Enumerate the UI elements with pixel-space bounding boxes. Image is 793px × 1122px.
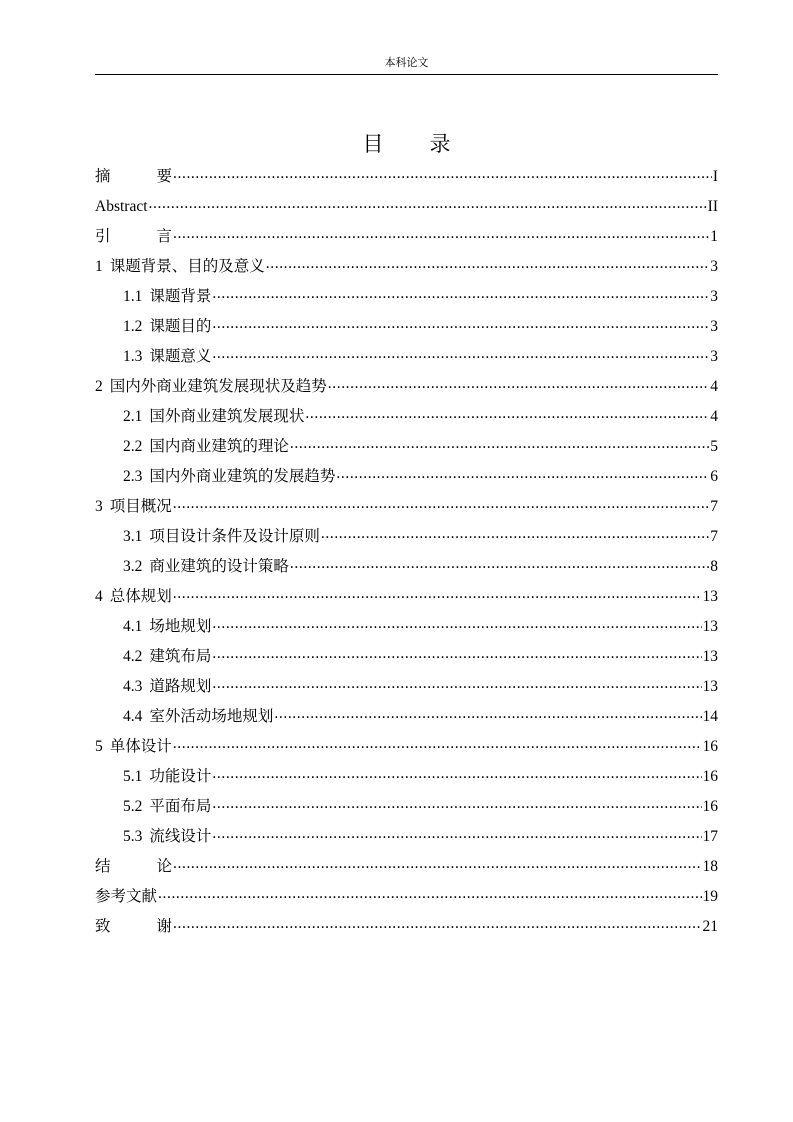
toc-dot-leader bbox=[321, 522, 709, 549]
toc-dot-leader bbox=[266, 252, 709, 279]
toc-entry[interactable] bbox=[95, 282, 718, 312]
toc-page-number: 5 bbox=[710, 438, 718, 455]
toc-dot-leader bbox=[173, 852, 701, 879]
toc-page-number: II bbox=[707, 198, 718, 215]
toc-dot-leader bbox=[336, 462, 709, 489]
toc-dot-leader bbox=[212, 342, 709, 369]
toc-entry-label bbox=[123, 342, 211, 372]
toc-page-number: 19 bbox=[702, 888, 718, 905]
toc-entry[interactable] bbox=[95, 552, 718, 582]
toc-dot-leader bbox=[328, 372, 709, 399]
toc-entry[interactable] bbox=[95, 762, 718, 792]
toc-entry-label bbox=[95, 192, 148, 222]
toc-entry-label bbox=[95, 582, 172, 612]
toc-dot-leader bbox=[274, 702, 701, 729]
toc-dot-leader bbox=[212, 822, 701, 849]
toc-page-number: 1 bbox=[710, 228, 718, 245]
toc-page-number: 21 bbox=[702, 918, 718, 935]
toc-page-number: 3 bbox=[710, 318, 718, 335]
toc-entry[interactable] bbox=[95, 792, 718, 822]
toc-entry-label bbox=[123, 672, 211, 702]
toc-entry-title: 商业建筑的设计策略 bbox=[149, 558, 289, 575]
toc-entry-title: 项目设计条件及设计原则 bbox=[149, 528, 320, 545]
toc-entry[interactable] bbox=[95, 372, 718, 402]
toc-entry-label bbox=[123, 702, 273, 732]
toc-page-number: 16 bbox=[702, 768, 718, 785]
toc-dot-leader bbox=[290, 552, 709, 579]
toc-entry[interactable] bbox=[95, 432, 718, 462]
toc-entry[interactable] bbox=[95, 732, 718, 762]
toc-entry-label-second-char: 言 bbox=[156, 228, 173, 245]
toc-entry-title: 国内商业建筑的理论 bbox=[149, 438, 289, 455]
toc-dot-leader bbox=[173, 732, 702, 759]
toc-entry[interactable] bbox=[95, 342, 718, 372]
toc-entry[interactable] bbox=[95, 702, 718, 732]
toc-dot-leader bbox=[173, 912, 701, 939]
toc-entry-label bbox=[123, 792, 211, 822]
toc-page-number: 13 bbox=[702, 618, 718, 635]
toc-entry[interactable] bbox=[95, 222, 718, 252]
toc-page-number: 6 bbox=[710, 468, 718, 485]
toc-entry-number: 2.2 bbox=[123, 438, 143, 455]
toc-entry-label bbox=[95, 222, 172, 252]
toc-dot-leader bbox=[212, 282, 709, 309]
toc-entry-label-first-char: 结 bbox=[95, 858, 111, 875]
toc-entry-number: 3.2 bbox=[123, 558, 143, 575]
toc-dot-leader bbox=[212, 642, 701, 669]
toc-entry[interactable] bbox=[95, 192, 718, 222]
toc-entry-title: 功能设计 bbox=[149, 768, 212, 785]
toc-dot-leader bbox=[173, 582, 702, 609]
toc-entry-label bbox=[95, 732, 172, 762]
toc-entry-title: 课题目的 bbox=[149, 318, 212, 335]
toc-page-number: 13 bbox=[702, 648, 718, 665]
toc-entry-title: 建筑布局 bbox=[149, 648, 212, 665]
toc-entry-number: 1.3 bbox=[123, 348, 143, 365]
toc-page-number: 13 bbox=[702, 588, 718, 605]
toc-entry-label-first-char: 致 bbox=[95, 918, 111, 935]
toc-entry-title: 国内外商业建筑的发展趋势 bbox=[149, 468, 336, 485]
toc-entry-label-second-char: 谢 bbox=[156, 918, 173, 935]
toc-entry[interactable] bbox=[95, 462, 718, 492]
toc-entry[interactable] bbox=[95, 252, 718, 282]
toc-dot-leader bbox=[149, 192, 707, 219]
toc-entry-label bbox=[123, 432, 289, 462]
toc-entry-title: 参考文献 bbox=[95, 888, 158, 905]
toc-page-number: 14 bbox=[702, 708, 718, 725]
toc-entry-number: 2 bbox=[95, 378, 103, 395]
toc-page-number: 17 bbox=[702, 828, 718, 845]
toc-page-number: 3 bbox=[710, 258, 718, 275]
toc-page-number: 3 bbox=[710, 288, 718, 305]
toc-entry[interactable] bbox=[95, 612, 718, 642]
toc-entry-number: 2.1 bbox=[123, 408, 143, 425]
toc-entry-number: 4.4 bbox=[123, 708, 143, 725]
toc-page-number: 7 bbox=[710, 498, 718, 515]
header-text: 本科论文 bbox=[384, 57, 429, 69]
toc-page-number: 16 bbox=[702, 738, 718, 755]
toc-entry-number: 4.2 bbox=[123, 648, 143, 665]
toc-entry-label bbox=[123, 612, 211, 642]
toc-entry[interactable] bbox=[95, 912, 718, 942]
toc-entry-title: 单体设计 bbox=[109, 738, 172, 755]
toc-dot-leader bbox=[173, 222, 709, 249]
toc-page-number: 16 bbox=[702, 798, 718, 815]
table-of-contents bbox=[95, 162, 718, 942]
toc-entry-title: 室外活动场地规划 bbox=[149, 708, 274, 725]
toc-entry-number: 3.1 bbox=[123, 528, 143, 545]
toc-entry-label bbox=[123, 642, 211, 672]
toc-entry-title: 国外商业建筑发展现状 bbox=[149, 408, 305, 425]
toc-entry-title: 国内外商业建筑发展现状及趋势 bbox=[109, 378, 327, 395]
toc-entry-label bbox=[95, 882, 157, 912]
toc-entry-number: 1.1 bbox=[123, 288, 143, 305]
toc-entry-label bbox=[123, 822, 211, 852]
toc-entry-number: 4.3 bbox=[123, 678, 143, 695]
toc-dot-leader bbox=[212, 762, 701, 789]
toc-entry-label-first-char: 引 bbox=[95, 228, 111, 245]
toc-entry-label bbox=[123, 312, 211, 342]
toc-entry-number: 1 bbox=[95, 258, 103, 275]
toc-entry-number: 5.1 bbox=[123, 768, 143, 785]
toc-entry-title: 平面布局 bbox=[149, 798, 212, 815]
title-char-1: 目 bbox=[362, 132, 384, 156]
toc-entry-title: 流线设计 bbox=[149, 828, 212, 845]
toc-entry-title: 课题背景、目的及意义 bbox=[109, 258, 265, 275]
toc-dot-leader bbox=[212, 612, 701, 639]
toc-entry-label bbox=[95, 252, 265, 282]
toc-entry-label bbox=[95, 912, 172, 942]
page-header bbox=[95, 56, 718, 75]
toc-entry-title: 场地规划 bbox=[149, 618, 212, 635]
toc-entry-number: 5.2 bbox=[123, 798, 143, 815]
toc-entry[interactable] bbox=[95, 162, 718, 192]
title-char-2: 录 bbox=[429, 132, 451, 156]
toc-entry-label bbox=[123, 402, 304, 432]
toc-entry-label bbox=[123, 552, 289, 582]
toc-entry-number: 4 bbox=[95, 588, 103, 605]
toc-entry-label bbox=[95, 372, 327, 402]
toc-entry[interactable] bbox=[95, 582, 718, 612]
toc-dot-leader bbox=[212, 672, 701, 699]
toc-entry[interactable] bbox=[95, 822, 718, 852]
toc-entry-title: Abstract bbox=[95, 198, 148, 215]
toc-page-number: 4 bbox=[710, 378, 718, 395]
toc-page-number: 3 bbox=[710, 348, 718, 365]
toc-entry[interactable] bbox=[95, 852, 718, 882]
toc-entry-label bbox=[95, 852, 172, 882]
toc-dot-leader bbox=[212, 792, 701, 819]
toc-entry-label-second-char: 论 bbox=[156, 858, 173, 875]
toc-entry-number: 1.2 bbox=[123, 318, 143, 335]
toc-entry-title: 道路规划 bbox=[149, 678, 212, 695]
toc-page-number: I bbox=[712, 168, 718, 185]
toc-entry-title: 总体规划 bbox=[109, 588, 172, 605]
toc-entry-number: 5 bbox=[95, 738, 103, 755]
toc-entry-label bbox=[123, 462, 335, 492]
toc-entry-title: 课题背景 bbox=[149, 288, 212, 305]
toc-page-number: 13 bbox=[702, 678, 718, 695]
toc-page-number: 4 bbox=[710, 408, 718, 425]
toc-entry-label bbox=[123, 762, 211, 792]
toc-entry-title: 项目概况 bbox=[109, 498, 172, 515]
toc-entry[interactable] bbox=[95, 402, 718, 432]
toc-entry[interactable] bbox=[95, 882, 718, 912]
toc-entry-number: 3 bbox=[95, 498, 103, 515]
toc-entry-label-second-char: 要 bbox=[156, 168, 173, 185]
toc-page-number: 8 bbox=[710, 558, 718, 575]
toc-entry[interactable] bbox=[95, 672, 718, 702]
toc-entry-title: 课题意义 bbox=[149, 348, 212, 365]
toc-entry-number: 4.1 bbox=[123, 618, 143, 635]
toc-dot-leader bbox=[173, 492, 709, 519]
toc-entry-number: 2.3 bbox=[123, 468, 143, 485]
toc-entry[interactable] bbox=[95, 642, 718, 672]
toc-entry-label-first-char: 摘 bbox=[95, 168, 111, 185]
toc-dot-leader bbox=[173, 162, 712, 189]
toc-dot-leader bbox=[290, 432, 709, 459]
toc-entry[interactable] bbox=[95, 522, 718, 552]
toc-page-number: 7 bbox=[710, 528, 718, 545]
toc-entry-label bbox=[95, 162, 172, 192]
page-title bbox=[95, 129, 718, 159]
toc-entry-label bbox=[95, 492, 172, 522]
toc-page-number: 18 bbox=[702, 858, 718, 875]
toc-entry[interactable] bbox=[95, 492, 718, 522]
toc-entry[interactable] bbox=[95, 312, 718, 342]
toc-entry-number: 5.3 bbox=[123, 828, 143, 845]
toc-dot-leader bbox=[305, 402, 709, 429]
toc-dot-leader bbox=[212, 312, 709, 339]
toc-dot-leader bbox=[158, 882, 701, 909]
toc-entry-label bbox=[123, 522, 320, 552]
toc-entry-label bbox=[123, 282, 211, 312]
